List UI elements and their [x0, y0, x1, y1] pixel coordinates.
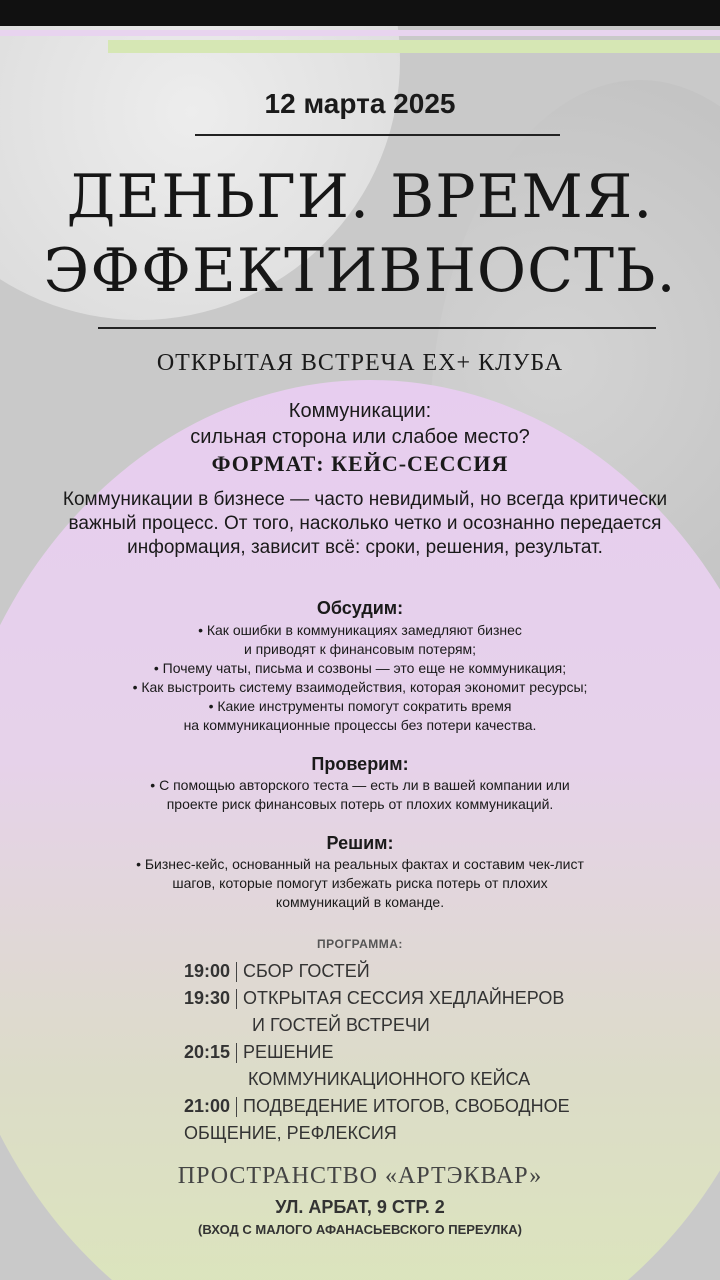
discuss-heading: Обсудим:: [316, 598, 404, 618]
schedule-text: СБОР ГОСТЕЙ: [243, 961, 370, 981]
check-body: • С помощью авторского теста — есть ли в вашей компании или проекте риск финансовых потерь от плохих коммуникаций.: [150, 777, 570, 812]
intro-text: Коммуникации в бизнесе — часто невидимый, но всегда критически важный процесс. От того, насколько четко и осознанно передается информация, зависит всё: сроки, решения, результат.: [62, 489, 668, 558]
program-label: ПРОГРАММА:: [317, 937, 403, 951]
solve-heading: Решим:: [326, 833, 394, 853]
divider: [195, 134, 560, 136]
schedule-time: 21:00: [184, 1096, 231, 1116]
venue-name: ПРОСТРАНСТВО «АРТЭКВАР»: [177, 1163, 543, 1189]
schedule-item: [184, 1039, 570, 1066]
divider: [236, 962, 237, 982]
schedule-time: 19:00: [184, 961, 231, 981]
schedule-text-continued: КОММУНИКАЦИОННОГО КЕЙСА: [248, 1069, 531, 1089]
topic-line: Коммуникации:: [288, 400, 432, 422]
venue-address: УЛ. АРБАТ, 9 СТР. 2: [275, 1197, 445, 1217]
divider: [236, 989, 237, 1009]
schedule-text: ОТКРЫТАЯ СЕССИЯ ХЕДЛАЙНЕРОВ: [243, 988, 565, 1008]
entrance-note: (ВХОД С МАЛОГО АФАНАСЬЕВСКОГО ПЕРЕУЛКА): [198, 1222, 522, 1237]
event-date: 12 марта 2025: [264, 88, 456, 119]
discuss-body: • Как ошибки в коммуникациях замедляют бизнес и приводят к финансовым потерям; • Почему чаты, письма и созвоны — это еще не коммуникация; • Как выстроить систему взаимодействия, которая экономит ресурсы; • Какие инструменты помогут сократить время на коммуникационные процессы без потери качества.: [132, 622, 588, 733]
schedule-text-continued: ОБЩЕНИЕ, РЕФЛЕКСИЯ: [184, 1123, 397, 1143]
divider: [98, 327, 656, 329]
schedule-time: 20:15: [184, 1042, 231, 1062]
program-schedule: [184, 958, 570, 1147]
schedule-text: ПОДВЕДЕНИЕ ИТОГОВ, СВОБОДНОЕ: [243, 1096, 570, 1116]
check-heading: Проверим:: [311, 754, 409, 774]
title-line: ЭФФЕКТИВНОСТЬ.: [43, 236, 677, 306]
event-title: [0, 160, 720, 308]
divider: [236, 1097, 237, 1117]
schedule-time: 19:30: [184, 988, 231, 1008]
topic: [0, 398, 720, 450]
schedule-item: [184, 958, 570, 985]
schedule-item: [184, 985, 570, 1012]
schedule-text: РЕШЕНИЕ: [243, 1042, 334, 1062]
format-label: ФОРМАТ: КЕЙС-СЕССИЯ: [211, 451, 509, 476]
topic-line: сильная сторона или слабое место?: [190, 426, 530, 448]
title-line: ДЕНЬГИ. ВРЕМЯ.: [66, 162, 654, 232]
solve-body: • Бизнес-кейс, основанный на реальных фактах и составим чек-лист шагов, которые помогут избежать риска потерь от плохих коммуникаций в команде.: [136, 856, 584, 910]
schedule-item: [184, 1093, 570, 1120]
schedule-text-continued: И ГОСТЕЙ ВСТРЕЧИ: [252, 1015, 430, 1035]
event-subtitle: ОТКРЫТАЯ ВСТРЕЧА EX+ КЛУБА: [156, 350, 564, 376]
divider: [236, 1043, 237, 1063]
